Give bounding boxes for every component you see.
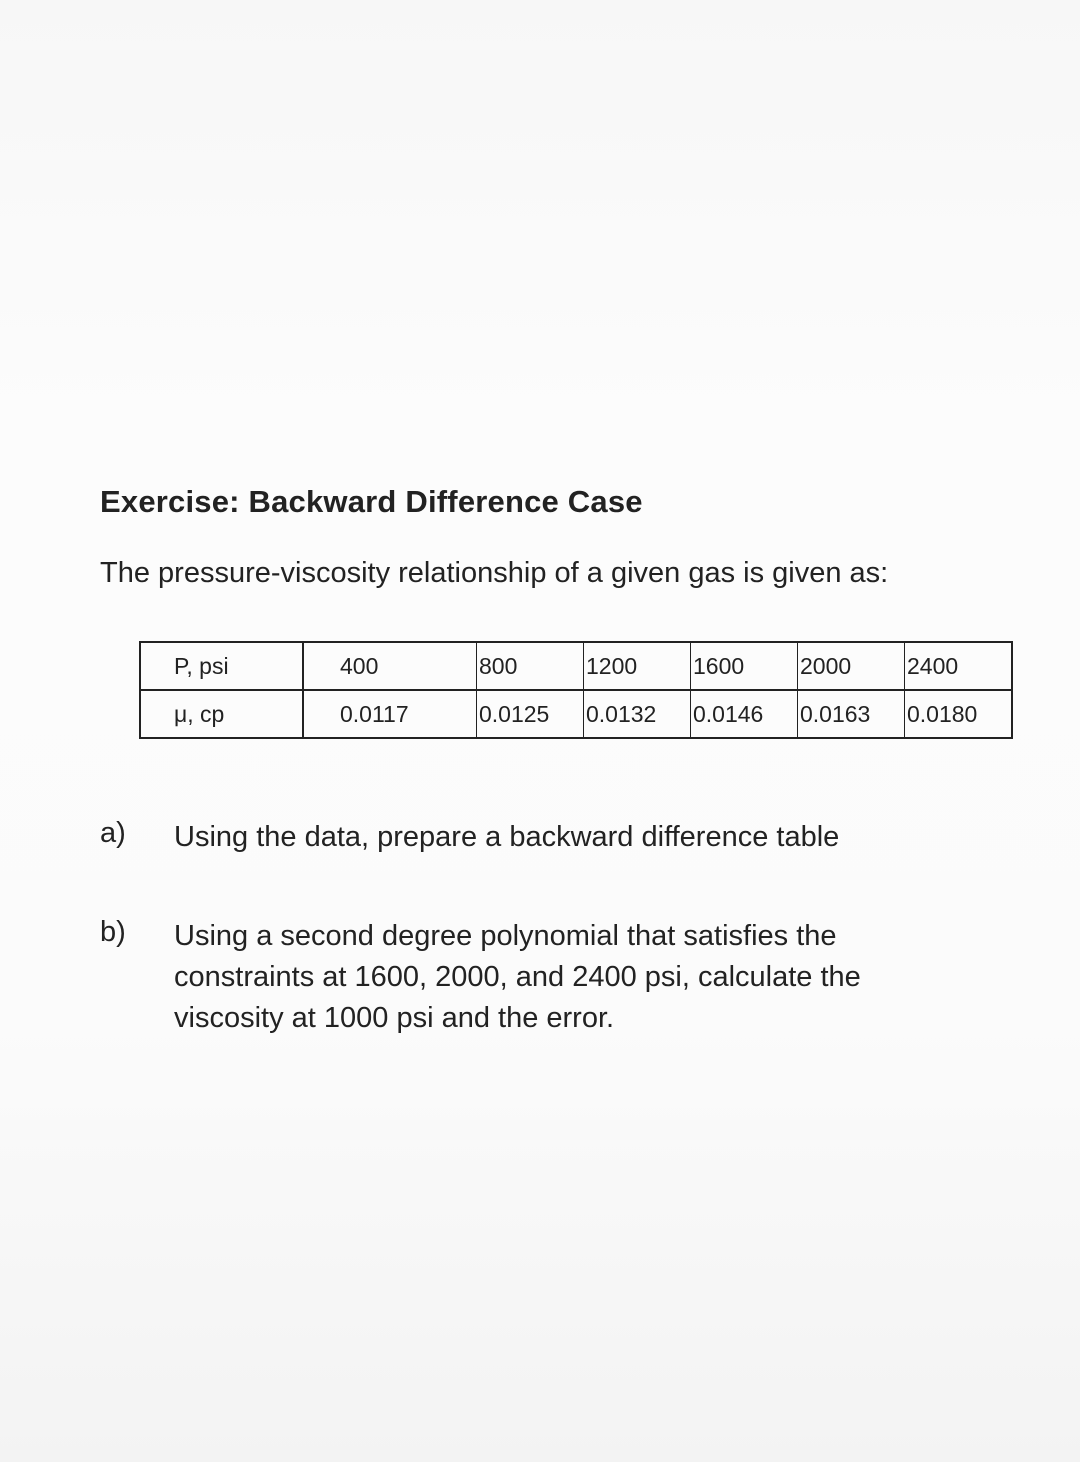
table-cell: 0.0132 [584,690,691,738]
table-cell: 400 [303,642,477,690]
row-header-pressure: P, psi [140,642,303,690]
exercise-title: Exercise: Backward Difference Case [100,484,643,519]
table-cell: 1600 [691,642,798,690]
table-cell: 0.0163 [798,690,905,738]
question-text: Using a second degree polynomial that satisfies the constraints at 1600, 2000, and 2400 psi, calculate the viscosity at 1000 psi and the error. [174,920,861,1034]
intro-text: The pressure-viscosity relationship of a given gas is given as: [100,557,889,589]
table-cell: 0.0125 [477,690,584,738]
row-header-viscosity: μ, cp [140,690,303,738]
table-cell: 0.0117 [340,700,409,727]
question-text: Using the data, prepare a backward difference table [174,821,840,853]
table-cell: 1200 [584,642,691,690]
table-cell: 2000 [798,642,905,690]
table-cell: 800 [477,642,584,690]
pressure-viscosity-table [139,641,1013,739]
table-cell: 2400 [905,642,1013,690]
table-row-viscosity [140,690,1012,738]
table-cell: 0.0146 [691,690,798,738]
question-label: b) [100,916,126,948]
table-row-pressure [140,642,1012,690]
table-cell: 0.0180 [905,690,1013,738]
question-label: a) [100,817,126,849]
